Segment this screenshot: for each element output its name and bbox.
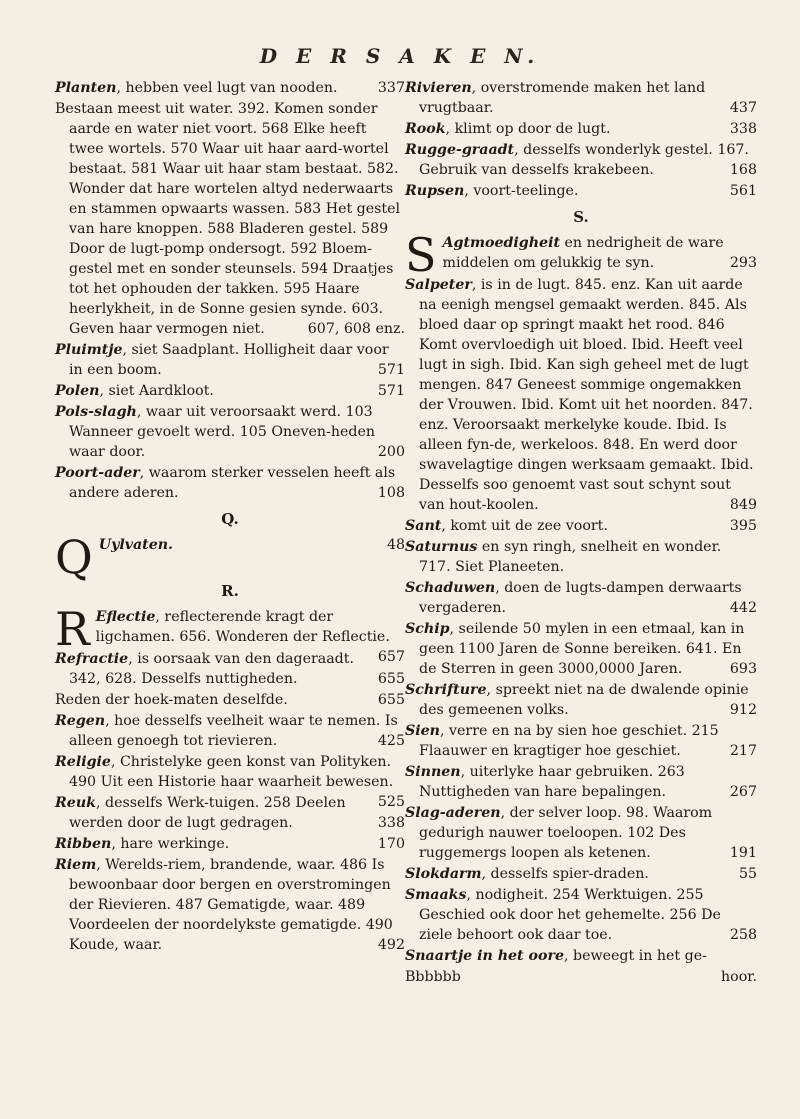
entry-page: 849 [729,497,757,513]
entry-term: Smaaks [405,887,467,903]
entry-text: , der selver loop. 98. Waarom gedurigh nauwer toeloopen. 102 Des ruggemergs loopen als ketenen. [419,805,713,861]
index-entry [405,803,757,863]
entry-page: 525 [377,794,405,810]
index-entry [405,946,757,966]
index-entry [55,855,405,955]
signature-mark: Bbbbbb [405,969,461,985]
entry-term: Polen [55,383,100,399]
entry-text: , hare werkinge. [111,836,230,852]
index-entry [405,864,757,884]
entry-term: Ribben [55,836,112,852]
catchword-row [405,967,757,987]
index-entry [55,793,405,833]
index-entry [55,463,405,503]
entry-text: , komt uit de zee voort. [441,518,608,534]
entry-term: Slag-aderen [405,805,501,821]
entry-text: en nedrigheit de ware middelen om gelukkig te syn. [442,235,724,271]
index-entry [405,140,757,180]
entry-page: 437 [729,100,757,116]
entry-text: , uiterlyke haar gebruiken. 263 Nuttigheden van hare bepalingen. [419,764,685,800]
entry-s-intro [405,228,757,282]
entry-text: , desselfs wonderlyk gestel. 167. Gebruik van desselfs krakebeen. [419,142,749,178]
entry-page: 912 [729,702,757,718]
index-entry [405,78,757,118]
entry-page: 258 [729,927,757,943]
entry-page: 395 [729,518,757,534]
entry-page: 655 [377,671,405,687]
entry-text: Reden der hoek-maten deselfde. [55,692,288,708]
entry-text: , waar uit veroorsaakt werd. 103 Wanneer gevoelt werd. 105 Oneven-heden waar door. [69,404,376,460]
entry-page: 655 [377,692,405,708]
index-entry [405,680,757,720]
entry-page: 571 [377,383,405,399]
entry-term: Riem [55,857,97,873]
entry-term: Rupsen [405,183,465,199]
index-entry [55,78,405,98]
index-entry [55,834,405,854]
entry-page: 267 [729,784,757,800]
running-header: D E R S A K E N. [259,44,541,68]
entry-text: , desselfs spier-draden. [481,866,649,882]
entry-text: , verre en na by sien hoe geschiet. 215 Flaauwer en kragtiger hoe geschiet. [419,723,719,759]
entry-term: Rook [405,121,446,137]
entry-page: 338 [729,121,757,137]
index-entry [55,340,405,380]
entry-term: Uylvaten. [98,537,173,553]
entry-page: 425 [377,733,405,749]
entry-q [55,530,405,584]
entry-term: Sinnen [405,764,461,780]
letter-heading-q: Q. [221,510,239,528]
entry-text: , hoe desselfs veelheit waar te nemen. Is alleen genoegh tot rievieren. [69,713,398,749]
index-entry [405,181,757,201]
entry-text: , nodigheit. 254 Werktuigen. 255 Geschied ook door het gehemelte. 256 De ziele behoort ook daar toe. [419,887,721,943]
entry-text: , hebben veel lugt van nooden. [116,80,338,96]
entry-text: , beweegt in het ge- [563,948,707,964]
index-entry [405,721,757,761]
entry-text: , Christelyke geen konst van Polityken. 490 Uit een Historie haar waarheit bewesen. [69,754,394,790]
entry-term: Salpeter [405,277,472,293]
entry-text: , desselfs Werk-tuigen. 258 Deelen werden door de lugt gedragen. [69,795,346,831]
entry-text: en syn ringh, snelheit en wonder. 717. Siet Planeeten. [419,539,722,575]
entry-text: , voort-teelinge. [464,183,579,199]
entry-term: Schaduwen [405,580,496,596]
index-entry [55,690,405,710]
entry-page: 338 [377,815,405,831]
entry-page: 170 [377,836,405,852]
entry-text: , is in de lugt. 845. enz. Kan uit aarde na eenigh mengsel gemaakt werden. 845. Als bloed daar op springt maakt het rood. 846 Komt overvloedigh uit bloed. Ibid. Heeft veel lugt in sigh. Ibid. Kan sigh geheel met de lugt mengen. 847 Geneest sommige ongemakken der Vrouwen. Ibid. Komt uit het noorden. 847. enz. Veroorsaakt merkelyke koude. Ibid. Is alleen fyn-de, werkeloos. 848. En werd door swavelagtige dingen werksaam gemaakt. Ibid. Desselfs soo genoemt vast sout schynt sout van hout-koolen. [419,277,754,513]
index-entry [405,578,757,618]
entry-page: 168 [729,162,757,178]
entry-term: Religie [55,754,111,770]
entry-page: 492 [377,937,405,953]
entry-term: Sant [405,518,442,534]
entry-page: 55 [738,866,757,882]
index-entry [405,619,757,679]
index-entry [405,885,757,945]
entry-page: 561 [729,183,757,199]
index-entry [405,516,757,536]
letter-heading-s: S. [573,208,589,226]
entry-text: , doen de lugts-dampen derwaarts vergaderen. [419,580,742,616]
entry-term: Schip [405,621,450,637]
entry-text: , seilende 50 mylen in een etmaal, kan in geen 1100 Jaren de Sonne bereiken. 641. En de Sterren in geen 3000,0000 Jaren. [419,621,745,677]
index-entry [55,381,405,401]
entry-term: Pols-slagh [55,404,137,420]
catchword: hoor. [721,969,757,985]
entry-term: Eflectie [95,609,156,625]
entry-term: Sien [405,723,440,739]
drop-cap-q: Q [55,530,93,584]
entry-text: , is oorsaak van den dageraadt. 342, 628. Desselfs nuttigheden. [69,651,354,687]
entry-term: Saturnus [405,539,478,555]
right-column [405,78,757,987]
entry-page: 200 [377,444,405,460]
entry-term: Rivieren [405,80,472,96]
entry-term: Reuk [55,795,96,811]
index-entry [405,537,757,577]
index-entry [405,119,757,139]
index-entry [55,649,405,689]
entry-text: , spreekt niet na de dwalende opinie des gemeenen volks. [419,682,749,718]
entry-term: Refractie [55,651,129,667]
entry-term: Planten [55,80,117,96]
entry-page: 48 [386,537,405,553]
entry-text: , reflecterende kragt der ligchamen. 656. Wonderen der Reflectie. [95,609,390,645]
entry-page: 217 [729,743,757,759]
entry-page: 191 [729,845,757,861]
entry-text: Bestaan meest uit water. 392. Komen sonder aarde en water niet voort. 568 Elke heeft twee wortels. 570 Waar uit haar aard-wortel bestaat. 581 Waar uit haar stam bestaat. 582. Wonder dat hare wortelen altyd nederwaarts en stammen opwaarts wassen. 583 Het gestel van hare knoppen. 588 Bladeren gestel. 589 Door de lugt-pomp ondersogt. 592 Bloem-gestel met en sonder steunsels. 594 Draatjes tot het ophouden der takken. 595 Haare heerlykheit, in de Sonne gesien synde. 603. Geven haar vermogen niet. [55,101,401,337]
index-entry [405,275,757,515]
entry-term: Regen [55,713,106,729]
drop-cap-s: S [405,228,437,282]
index-entry [55,99,405,339]
entry-page: 607, 608 enz. [307,321,405,337]
left-column [55,78,405,956]
entry-text: , siet Saadplant. Holligheit daar voor in een boom. [69,342,389,378]
entry-text: , siet Aardkloot. [99,383,214,399]
entry-term: Agtmoedigheit [442,235,561,251]
entry-text: , klimt op door de lugt. [445,121,611,137]
index-entry [55,711,405,751]
entry-page: 571 [377,362,405,378]
index-entry [405,762,757,802]
entry-page: 108 [377,485,405,501]
drop-cap-r: R [55,602,90,656]
index-entry [55,402,405,462]
entry-page: 293 [729,255,757,271]
entry-term: Schrifture [405,682,487,698]
entry-page: 657 [377,649,405,665]
entry-term: Rugge-graadt [405,142,515,158]
entry-term: Pluimtje [55,342,123,358]
entry-page: 693 [729,661,757,677]
entry-page: 337 [377,80,405,96]
entry-term: Snaartje in het oore [405,948,564,964]
entry-text: , Werelds-riem, brandende, waar. 486 Is bewoonbaar door bergen en overstromingen der Rievieren. 487 Gematigde, waar. 489 Voordeelen der noordelykste gematigde. 490 Koude, waar. [69,857,393,953]
entry-page: 442 [729,600,757,616]
entry-term: Poort-ader [55,465,140,481]
entry-text: , waarom sterker vesselen heeft als andere aderen. [69,465,396,501]
letter-heading-r: R. [221,582,239,600]
entry-text: , overstromende maken het land vrugtbaar. [419,80,706,116]
entry-term: Slokdarm [405,866,482,882]
